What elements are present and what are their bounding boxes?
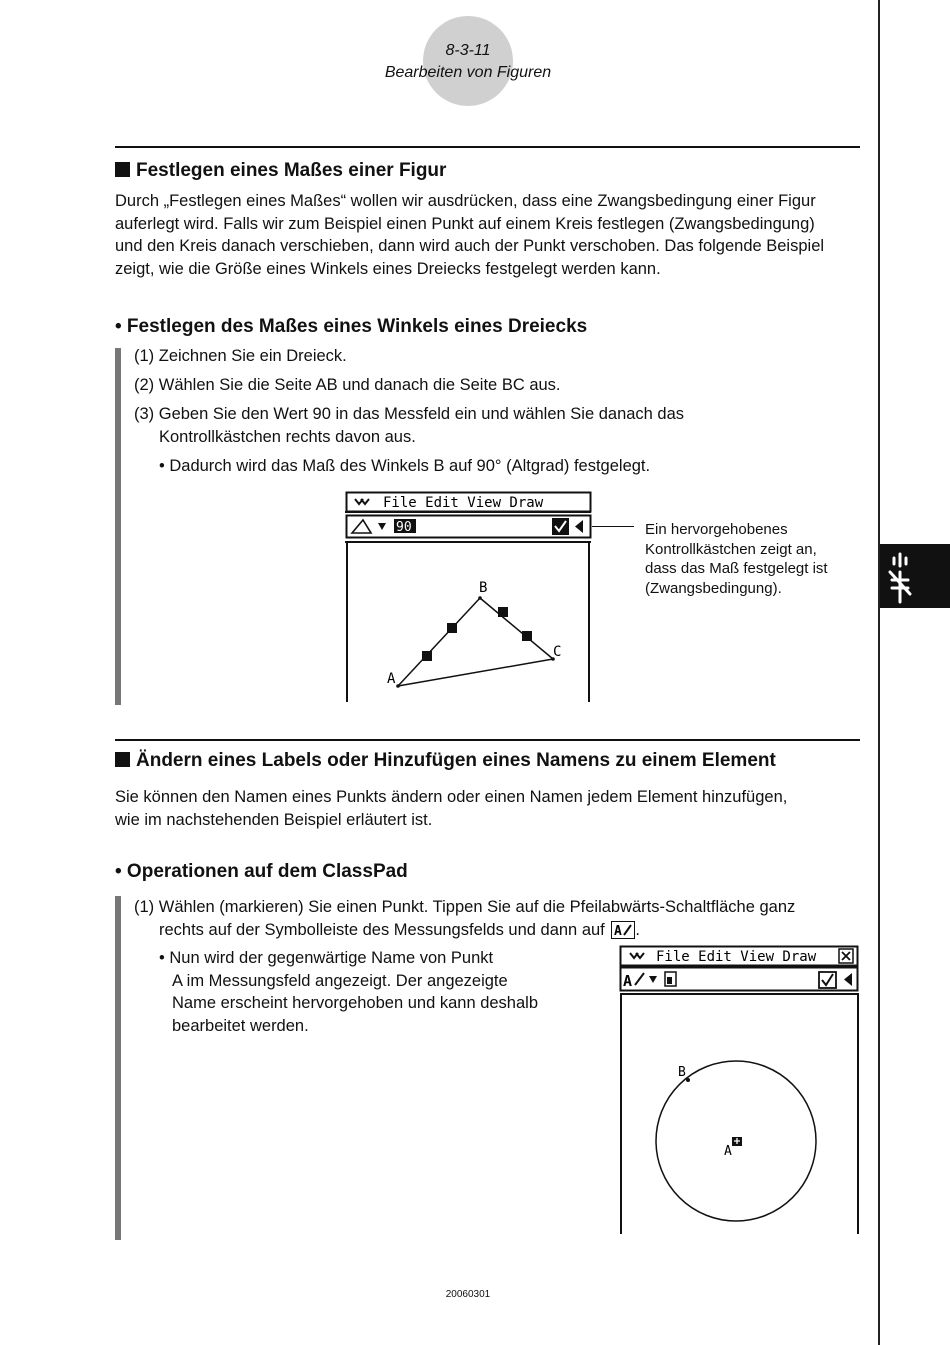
step-3-bullet: • Dadurch wird das Maß des Winkels B auf 90° (Altgrad) festgelegt.	[159, 457, 651, 475]
chapter-tab	[880, 544, 950, 608]
geometry-app-icon	[880, 544, 950, 608]
subsection-heading: • Festlegen des Maßes eines Winkels eines Dreiecks	[115, 316, 588, 337]
menu-labels: File Edit View Draw	[656, 949, 817, 965]
section-heading: Ändern eines Labels oder Hinzufügen eines Namens zu einem Element	[115, 750, 776, 772]
callout-text: Ein hervorgehobenes Kontrollkästchen zeigt an, dass das Maß festgelegt ist (Zwangsbedingung).	[645, 521, 828, 597]
subsection-heading: • Operationen auf dem ClassPad	[115, 861, 408, 882]
page-number: 8-3-11	[445, 42, 491, 59]
step-1: (1) Wählen (markieren) Sie einen Punkt. Tippen Sie auf die Pfeilabwärts-Schaltfläche ganz	[134, 898, 796, 916]
classpad-screen-circle	[618, 944, 862, 1234]
section-rule	[115, 146, 860, 148]
step-1-continued: rechts auf der Symbolleiste des Messungsfelds und dann auf A .	[159, 919, 640, 946]
measure-value: 90	[396, 520, 412, 535]
section-rule	[115, 739, 860, 741]
circle-figure	[656, 1061, 816, 1221]
menu-labels: File Edit View Draw	[383, 495, 544, 511]
svg-text:A: A	[614, 924, 623, 939]
step-3-continued: Kontrollkästchen rechts davon aus.	[159, 428, 416, 446]
step-2: (2) Wählen Sie die Seite AB und danach die Seite BC aus.	[134, 376, 561, 394]
classpad-screen-triangle	[345, 490, 595, 702]
square-bullet-icon	[115, 162, 130, 177]
point-label-c: C	[553, 644, 562, 660]
label-edit-icon	[611, 921, 635, 946]
callout-line	[592, 526, 634, 527]
procedure-sidebar	[115, 348, 121, 705]
section-paragraph: Durch „Festlegen eines Maßes“ wollen wir ausdrücken, dass eine Zwangsbedingung einer Figur auferlegt wird. Falls wir zum Beispiel einen Punkt auf einem Kreis festlegen (Zwangsbedingung) und den Kreis danach verschieben, dann wird auch der Punkt verschoben. Das folgende Beispiel zeigt, wie die Größe eines Winkels eines Dreiecks festgelegt werden kann.	[115, 192, 825, 278]
section-heading: Festlegen eines Maßes einer Figur	[115, 160, 446, 182]
triangle-figure	[387, 580, 561, 688]
header-circle-decoration	[423, 16, 513, 106]
step-1: (1) Zeichnen Sie ein Dreieck.	[134, 347, 347, 365]
right-margin-rule	[878, 0, 880, 1345]
point-label-a: A	[724, 1144, 732, 1159]
square-bullet-icon	[115, 752, 130, 767]
page-subtitle: Bearbeiten von Figuren	[384, 64, 552, 81]
section-paragraph: Sie können den Namen eines Punkts ändern oder einen Namen jedem Element hinzufügen, wie im nachstehenden Beispiel erläutert ist.	[115, 788, 788, 829]
procedure-sidebar	[115, 896, 121, 1240]
point-label-b: B	[479, 580, 488, 596]
label-edit-icon: A	[623, 972, 633, 990]
footer-code: 20060301	[445, 1289, 491, 1300]
point-label-a: A	[387, 671, 396, 687]
step-3: (3) Geben Sie den Wert 90 in das Messfeld ein und wählen Sie danach das	[134, 405, 685, 423]
step-1-bullet: • Nun wird der gegenwärtige Name von Punkt A im Messungsfeld angezeigt. Der angezeigte Name erscheint hervorgehoben und kann deshalb bearbeitet werden.	[159, 949, 538, 1035]
point-label-b: B	[678, 1065, 686, 1080]
